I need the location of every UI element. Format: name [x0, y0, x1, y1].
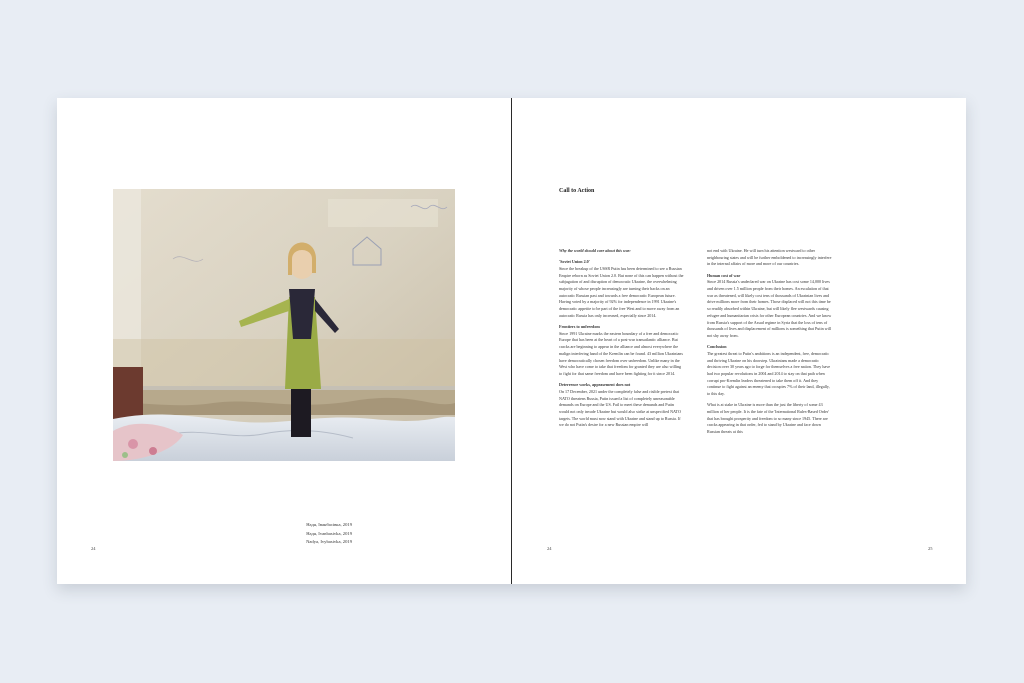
subhead: 'Soviet Union 2.0' — [559, 259, 590, 265]
paragraph: The greatest threat to Putin's ambitions is an independent, free, democratic and thriving Ukraine on his doorstep. Ukrainians made a democratic decision over 30 years ago to forge for themselves a free nation. They have had two popular revolutions in 2004 and 2014 to stay on that path when corrupt pro-Kremlin leaders threatened to take them off it. And they continue to fight against an enemy that occupies 7% of their land, illegally, to this day. — [707, 350, 831, 397]
caption-line: Надя, Ivanbasivka, 2019 — [306, 530, 352, 536]
portrait-photo — [113, 189, 455, 461]
page-number: 24 — [91, 546, 96, 551]
paragraph: Since 1991 Ukraine marks the eastern boundary of a free and democratic Europe that has been at the heart of a post-war transatlantic alliance. But cracks are beginning to appear in the alliance and almost everywhere the malign interfering hand of the Kremlin can be found. 43 million Ukrainians have democratically chosen freedom over unfreedom. Unlike many in the West who have come to take that freedom for granted they are also willing to fight for that same freedom and have been fighting for it since 2014. — [559, 330, 683, 376]
photo-caption — [232, 521, 352, 547]
left-page — [57, 98, 511, 584]
subhead: Conclusion — [707, 344, 727, 350]
open-book-spread — [57, 98, 966, 584]
paragraph: not end with Ukraine. He will turn his attention westward to other neighbouring states and will be further emboldened to increasingly interfere in the internal affairs of more and more of our countries. — [707, 248, 832, 267]
right-page — [512, 98, 966, 584]
paragraph: On 17 December, 2021 under the completely false and risible pretext that NATO threatens Russia, Putin issued a list of completely unreasonable demands on Europe and the US. Fail to meet these demands and Putin would not only invade Ukraine but would also strike at unspecified NATO targets. The world must now stand with Ukraine and stand up to Russia. If we do not Putin's desire for a new Russian empire will — [559, 388, 681, 428]
caption-line: Надя, Іванбасівка, 2019 — [306, 522, 352, 527]
section-heading: Call to Action — [559, 188, 595, 194]
page-number: 24 — [547, 546, 552, 551]
paragraph: Since the breakup of the USSR Putin has been determined to see a Russian Empire reborn as Soviet Union 2.0. But none of this can happen without the subjugation of and disruption of democratic Ukraine, the overwhelming majority of whose people increasingly are turning their backs on an autocratic Russian past and towards a free democratic European future. Having voted by a majority of 92% for independence in 1991 Ukraine's democratic appetite to be part of the free West and to move away from an autocratic Russia has only increased, especially since 2014. — [559, 265, 684, 318]
text-column-2 — [707, 248, 833, 440]
paragraph: What is at stake in Ukraine is more than the just the liberty of some 43 million of her people. It is the fate of the 'International Rules-Based Order' that has brought prosperity and freedom to so many since 1945. There are cracks appearing in that order, fed to stand by Ukraine and face down Russian threats at this — [707, 402, 830, 435]
paragraph: Since 2014 Russia's undeclared war on Ukraine has cost some 14,000 lives and driven over 1.5 million people from their homes. An escalation of that war as threatened, will likely cost tens of thousands of Ukrainian lives and drive millions more from their homes. Those displaced will not this time be so readily absorbed within Ukraine, but will likely flee westwards causing refugee and humanitarian crisis for other European countries. And we know from Russia's support of the Assad regime in Syria that the loss of tens of thousands of lives and displacement of millions is something that Putin will not shy away from. — [707, 279, 832, 338]
subhead: Deterrence works, appeasement does not — [559, 382, 631, 388]
subhead: Human cost of war — [707, 272, 741, 278]
page-number: 25 — [928, 546, 933, 551]
caption-line: Nadya, Ivybasivka, 2019 — [306, 539, 352, 544]
subhead: Frontiers to unfreedom — [559, 324, 600, 330]
intro-line: Why the world should care about this war: — [559, 248, 631, 253]
text-column-1 — [559, 248, 685, 434]
